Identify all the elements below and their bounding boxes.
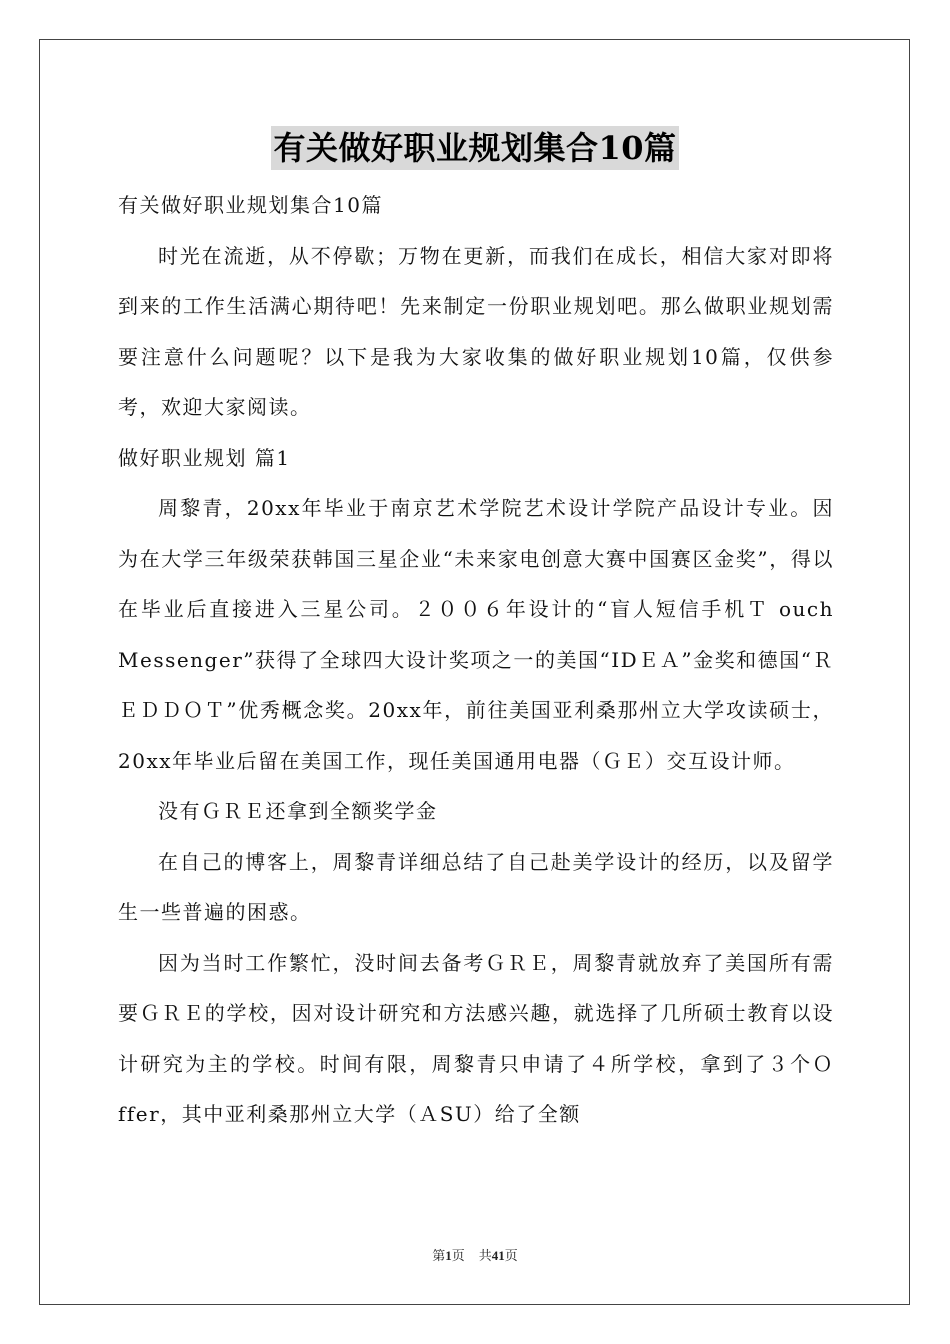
total-prefix: 共 (478, 1248, 492, 1263)
document-body (118, 180, 834, 1140)
paragraph-intro: 时光在流逝，从不停歇；万物在更新，而我们在成长，相信大家对即将到来的工作生活满心期待吧！先来制定一份职业规划吧。那么做职业规划需要注意什么问题呢？以下是我为大家收集的做好职业规划10篇，仅供参考，欢迎大家阅读。 (118, 243, 834, 419)
title-area (0, 126, 950, 170)
paragraph-subtitle: 有关做好职业规划集合10篇 (118, 193, 383, 217)
page-number: 1 (445, 1248, 452, 1263)
section-heading: 做好职业规划 篇1 (118, 445, 291, 470)
document-title: 有关做好职业规划集合10篇 (271, 126, 678, 170)
paragraph-application: 因为当时工作繁忙，没时间去备考ＧＲＥ，周黎青就放弃了美国所有需要ＧＲＥ的学校，因对设计研究和方法感兴趣，就选择了几所硕士教育以设计研究为主的学校。时间有限，周黎青只申请了４所学校，拿到了３个Ｏ ffer，其中亚利桑那州立大学（ＡSU）给了全额 (118, 950, 834, 1126)
page-prefix: 第 (432, 1248, 446, 1263)
page-footer (0, 1245, 950, 1264)
page-suffix: 页 (451, 1248, 465, 1263)
paragraph-blog: 在自己的博客上，周黎青详细总结了自己赴美学设计的经历，以及留学生一些普遍的困惑。 (118, 849, 834, 924)
total-pages: 41 (491, 1248, 505, 1263)
paragraph-subheading: 没有ＧＲＥ还拿到全额奖学金 (158, 799, 438, 823)
paragraph-biography: 周黎青，20xx年毕业于南京艺术学院艺术设计学院产品设计专业。因为在大学三年级荣获韩国三星企业“未来家电创意大赛中国赛区金奖”，得以在毕业后直接进入三星公司。２００６年设计的“盲人短信手机Ｔ ouch Messenger”获得了全球四大设计奖项之一的美国“IDＥＡ”金奖和德国“ＲＥＤＤＯＴ”优秀概念奖。20xx年，前往美国亚利桑那州立大学攻读硕士，20xx年毕业后留在美国工作，现任美国通用电器（ＧＥ）交互设计师。 (118, 496, 834, 773)
total-suffix: 页 (504, 1248, 518, 1263)
